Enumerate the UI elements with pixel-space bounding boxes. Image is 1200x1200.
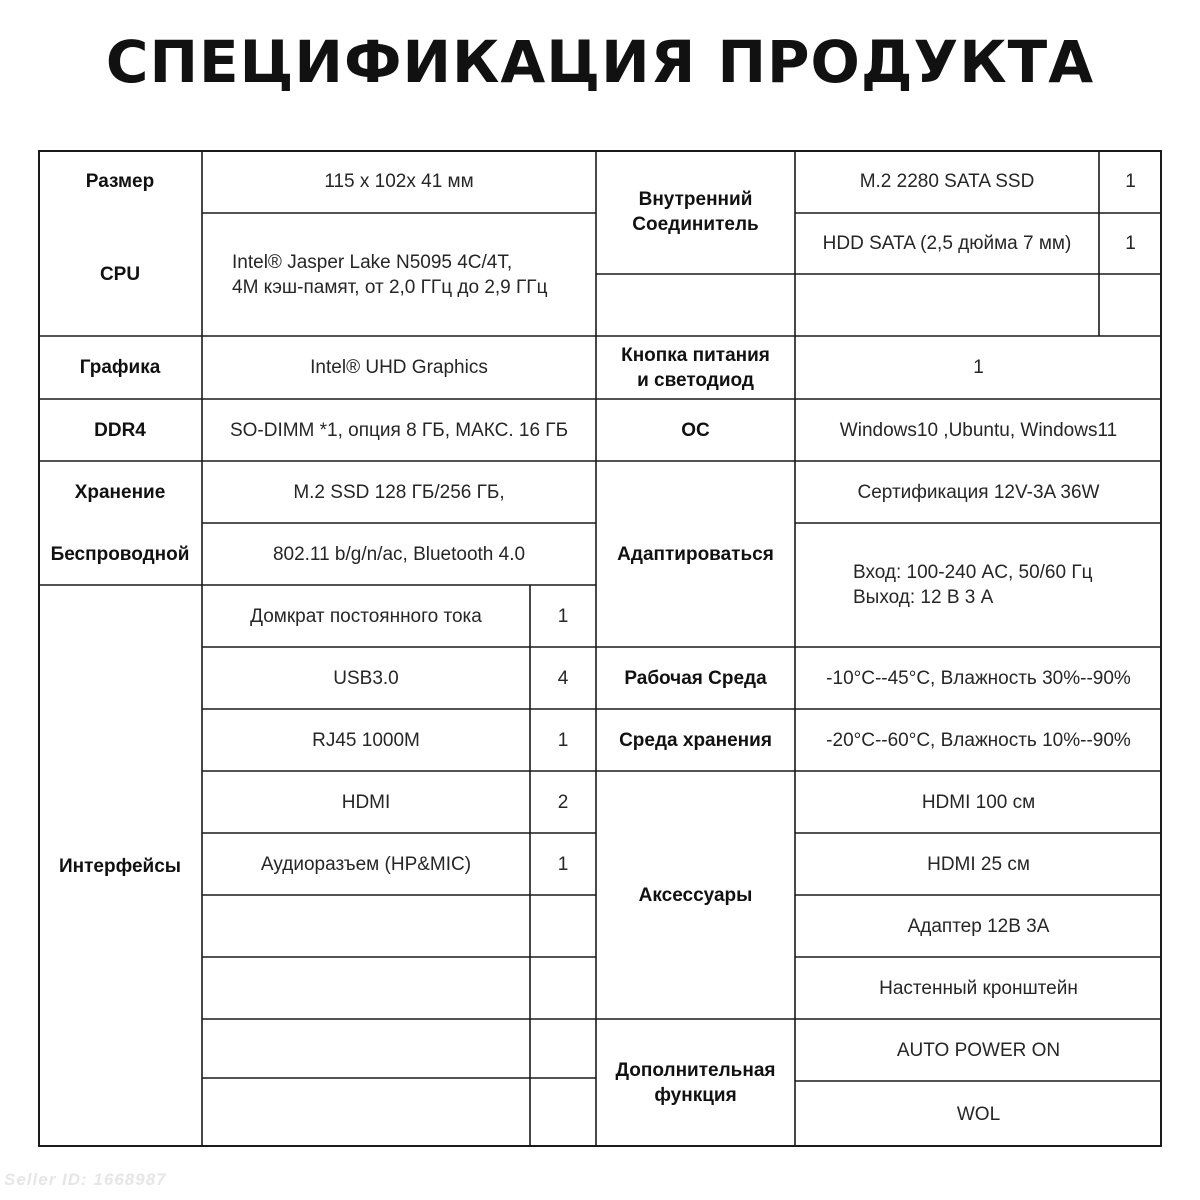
ddr-label: DDR4: [94, 419, 146, 441]
extra-label: Дополнительная функция: [615, 1060, 776, 1106]
size-label: Размер: [85, 171, 155, 192]
accessory-item: Настенный кронштейн: [879, 977, 1078, 999]
adapter-cert: Сертификация 12V-3A 36W: [857, 481, 1100, 503]
interfaces-label: Интерфейсы: [58, 855, 182, 877]
os-value: Windows10 ,Ubuntu, Windows11: [839, 419, 1118, 441]
storage-label: Хранение: [74, 481, 166, 503]
adapter-label: Адаптироваться: [617, 543, 774, 565]
store-env-value: -20°C--60°C, Влажность 10%--90%: [826, 729, 1131, 751]
seller-watermark: Seller ID: 1668987: [4, 1170, 167, 1189]
connector-qty: 1: [1125, 233, 1136, 254]
cpu-value: Intel® Jasper Lake N5095 4C/4T, 4M кэш-памят, от 2,0 ГГц до 2,9 ГГц: [232, 251, 548, 298]
work-env-label: Рабочая Среда: [624, 667, 767, 689]
interface-qty: 2: [557, 791, 569, 813]
accessories-label: Аксессуары: [638, 884, 753, 906]
interface-qty: 4: [557, 667, 569, 689]
interface-name: USB3.0: [333, 667, 399, 689]
power-label: Кнопка питания и светодиод: [621, 344, 770, 391]
accessory-item: HDMI 100 см: [921, 791, 1036, 813]
wireless-value: 802.11 b/g/n/ac, Bluetooth 4.0: [272, 543, 526, 565]
storage-value: M.2 SSD 128 ГБ/256 ГБ,: [293, 481, 505, 503]
graphics-label: Графика: [79, 357, 161, 378]
page-title: СПЕЦИФИКАЦИЯ ПРОДУКТА: [105, 28, 1095, 96]
connector-label: Внутренний Соединитель: [632, 189, 759, 235]
wireless-label: Беспроводной: [50, 543, 190, 565]
store-env-label: Среда хранения: [619, 729, 772, 751]
accessory-item: Адаптер 12В 3А: [907, 915, 1050, 937]
connector-name: M.2 2280 SATA SSD: [859, 171, 1035, 192]
power-value: 1: [973, 357, 984, 378]
work-env-value: -10°C--45°C, Влажность 30%--90%: [826, 667, 1131, 689]
interface-qty: 1: [557, 605, 569, 627]
adapter-io: Вход: 100-240 AC, 50/60 Гц Выход: 12 В 3 А: [853, 562, 1093, 608]
connector-name: HDD SATA (2,5 дюйма 7 мм): [822, 233, 1072, 254]
spec-table: [38, 150, 1162, 1147]
size-value: 115 x 102x 41 мм: [324, 171, 474, 192]
extra-item: AUTO POWER ON: [896, 1039, 1061, 1061]
cpu-label: CPU: [99, 264, 141, 285]
graphics-value: Intel® UHD Graphics: [310, 357, 488, 378]
interface-name: RJ45 1000M: [312, 729, 420, 751]
interface-name: Аудиоразъем (HP&MIC): [260, 853, 472, 875]
ddr-value: SO-DIMM *1, опция 8 ГБ, МАКС. 16 ГБ: [229, 419, 569, 441]
interface-name: HDMI: [341, 791, 391, 813]
interface-name: Домкрат постоянного тока: [250, 605, 482, 627]
connector-qty: 1: [1125, 171, 1136, 192]
accessory-item: HDMI 25 см: [927, 853, 1030, 875]
interface-qty: 1: [557, 729, 569, 751]
extra-item: WOL: [956, 1103, 1001, 1125]
interface-qty: 1: [557, 853, 569, 875]
os-label: ОС: [681, 419, 710, 441]
